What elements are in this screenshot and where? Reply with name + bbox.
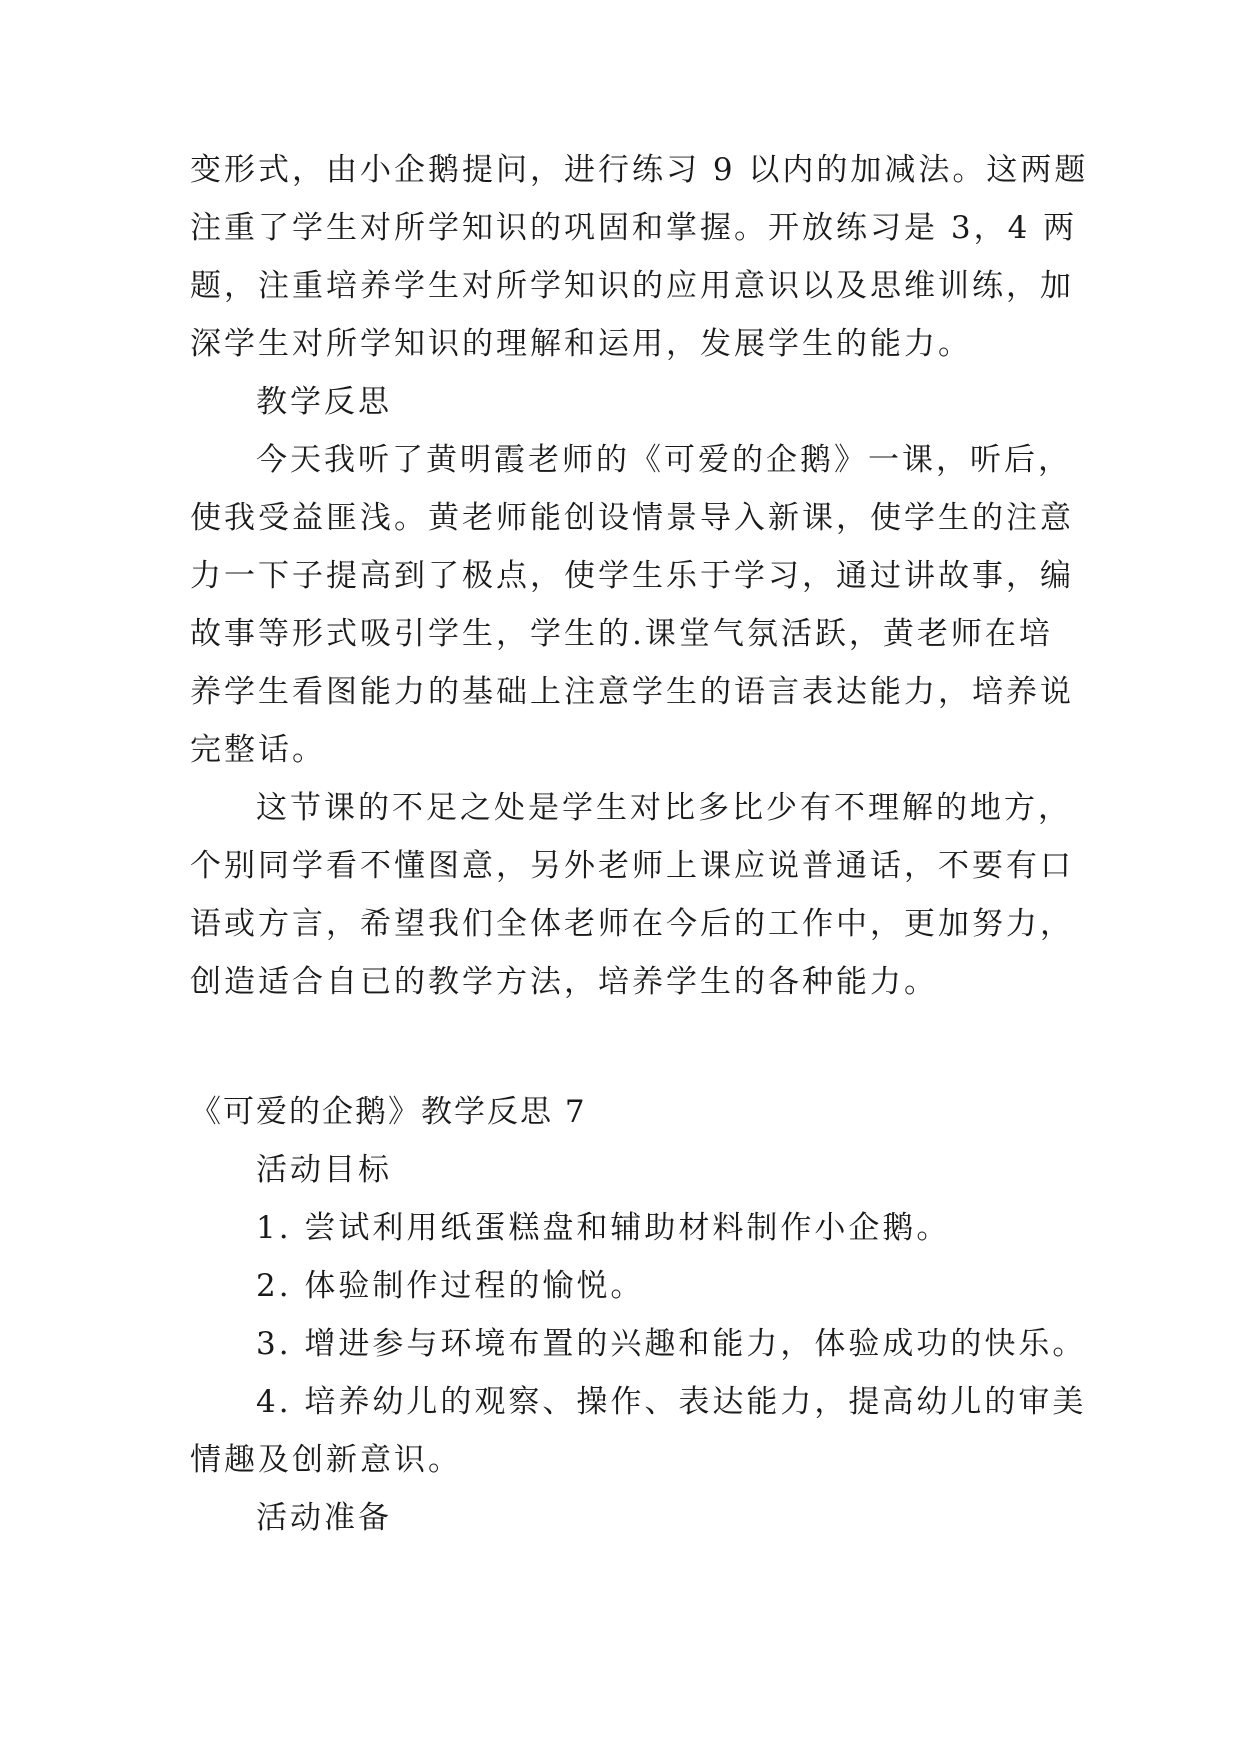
text-line: 深学生对所学知识的理解和运用，发展学生的能力。: [190, 326, 972, 362]
text-line: 力一下子提高到了极点，使学生乐于学习，通过讲故事，编: [190, 558, 1074, 594]
text-line: 今天我听了黄明霞老师的《可爱的企鹅》一课，听后，: [256, 442, 1072, 478]
text-line: 完整话。: [190, 732, 326, 768]
goal-item: 4. 培养幼儿的观察、操作、表达能力，提高幼儿的审美: [256, 1384, 1087, 1420]
text-line: 题，注重培养学生对所学知识的应用意识以及思维训练，加: [190, 268, 1074, 304]
text-line: 注重了学生对所学知识的巩固和掌握。开放练习是 3，4 两: [190, 210, 1078, 246]
text-line: 语或方言，希望我们全体老师在今后的工作中，更加努力，: [190, 906, 1074, 942]
goal-item: 2. 体验制作过程的愉悦。: [256, 1268, 645, 1304]
text-line: 故事等形式吸引学生，学生的.课堂气氛活跃，黄老师在培: [190, 616, 1053, 652]
text-line: 这节课的不足之处是学生对比多比少有不理解的地方，: [256, 790, 1072, 826]
subheading-prep: 活动准备: [256, 1500, 392, 1536]
goal-item: 3. 增进参与环境布置的兴趣和能力，体验成功的快乐。: [256, 1326, 1087, 1362]
text-line: 个别同学看不懂图意，另外老师上课应说普通话，不要有口: [190, 848, 1074, 884]
section-title: 《可爱的企鹅》教学反思 7: [190, 1094, 587, 1130]
goal-item-continuation: 情趣及创新意识。: [190, 1442, 462, 1478]
subheading-reflection: 教学反思: [256, 384, 392, 420]
text-line: 使我受益匪浅。黄老师能创设情景导入新课，使学生的注意: [190, 500, 1074, 536]
text-line: 创造适合自已的教学方法，培养学生的各种能力。: [190, 964, 938, 1000]
subheading-goals: 活动目标: [256, 1152, 392, 1188]
goal-item: 1. 尝试利用纸蛋糕盘和辅助材料制作小企鹅。: [256, 1210, 951, 1246]
text-line: 变形式，由小企鹅提问，进行练习 9 以内的加减法。这两题: [190, 152, 1089, 188]
text-line: 养学生看图能力的基础上注意学生的语言表达能力，培养说: [190, 674, 1074, 710]
